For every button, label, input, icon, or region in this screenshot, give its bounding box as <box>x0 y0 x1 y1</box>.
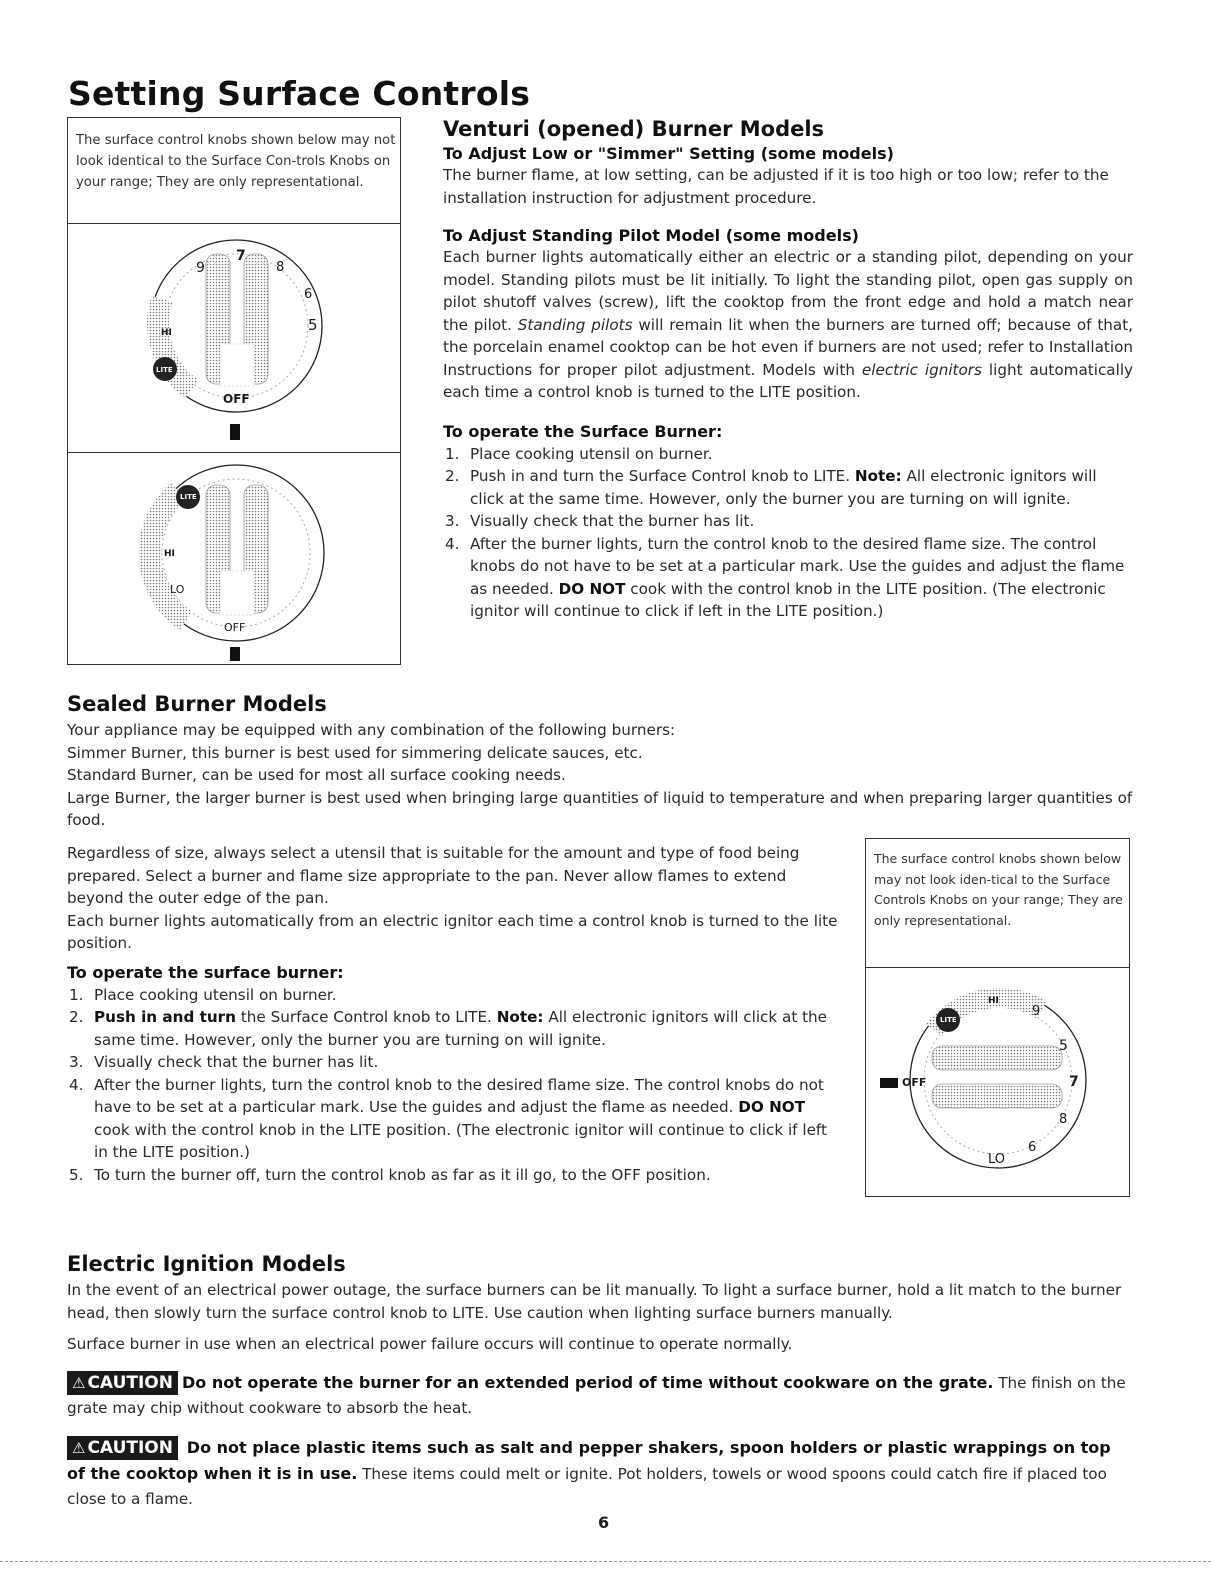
page-title: Setting Surface Controls <box>68 74 531 113</box>
caution-badge-1 <box>67 1371 178 1395</box>
venturi-heading: Venturi (opened) Burner Models <box>443 117 825 141</box>
bottom-divider <box>0 1561 1211 1562</box>
knob3-mark-7: 7 <box>1069 1074 1079 1090</box>
electric-paragraph-2: Surface burner in use when an electrical power failure occurs will continue to operate normally. <box>67 1335 793 1353</box>
warning-triangle-icon: ⚠ <box>72 1373 86 1392</box>
knob3-mark-lo: LO <box>988 1152 1006 1167</box>
caution-2 <box>67 1435 1133 1512</box>
step-note-label: Note: <box>854 467 902 485</box>
pilot-text-part-3: light automatically each time a control knob is turned to the LITE position. <box>443 360 1134 401</box>
sealed-size-paragraph: Regardless of size, always select a utensil that is suitable for the amount and type of food being prepared. Select a burner and flame size appropriate to the pan. Never allow flames to extend beyond the outer edge of the pan. <box>67 844 800 907</box>
step-text: After the burner lights, turn the control knob to the desired flame size. The control knobs do not have to be set at a particular mark. Use the guides and adjust the flame as needed. <box>470 534 1125 598</box>
knob-figure-1 <box>67 223 401 453</box>
caution-1-bold: Do not operate the burner for an extended period of time without cookware on the grate. <box>181 1372 994 1392</box>
step-warning-label: DO NOT <box>738 1098 806 1116</box>
step-number: 1. <box>69 985 84 1004</box>
electric-heading: Electric Ignition Models <box>67 1252 346 1276</box>
step-text: Visually check that the burner has lit. <box>94 1053 379 1071</box>
simmer-text: The burner flame, at low setting, can be adjusted if it is too high or too low; refer to the installation instruction for adjustment procedure. <box>443 166 1109 207</box>
step-number: 2. <box>69 1008 84 1026</box>
pilot-italic-1: Standing pilots <box>517 315 633 334</box>
knob1-mark-hi: HI <box>161 328 172 338</box>
step-number: 5. <box>69 1165 84 1184</box>
electric-section <box>67 1252 1133 1512</box>
knob-figure-2 <box>67 452 401 665</box>
knob2-mark-lo: LO <box>170 583 185 596</box>
knob1-mark-8: 8 <box>276 260 285 275</box>
note-text: The surface control knobs shown below may not look identical to the Surface Con-trols Knobs on your range; They are only representational. <box>76 133 396 190</box>
knob3-off-label: OFF <box>902 1076 927 1089</box>
step-text: Place cooking utensil on burner. <box>94 985 337 1004</box>
knob3-mark-hi: HI <box>988 996 999 1006</box>
list-item <box>443 533 1133 623</box>
caution-1 <box>67 1370 1133 1421</box>
knob1-mark-6: 6 <box>304 287 313 302</box>
knob1-mark-5: 5 <box>308 316 318 334</box>
knob1-mark-9: 9 <box>196 260 205 276</box>
list-item <box>443 465 1133 510</box>
knob3-mark-6: 6 <box>1028 1140 1037 1155</box>
step-lead: Push in and turn <box>94 1008 236 1026</box>
pilot-text-part-2: will remain lit when the burners are turned off; because of that, the porcelain enamel cooktop can be hot even if burners are not used; refer to Installation Instructions for proper pilot adjustment. Models with <box>443 315 1133 379</box>
step-warning-label: DO NOT <box>558 579 626 598</box>
step-number: 4. <box>445 534 460 553</box>
sealed-line-4: Large Burner, the larger burner is best used when bringing large quantities of liquid to temperature and when preparing larger quantities of food. <box>67 788 1133 829</box>
venturi-steps <box>443 443 1133 623</box>
control-knob-image-1 <box>68 224 400 452</box>
caution-badge-2 <box>67 1436 178 1460</box>
pilot-heading: To Adjust Standing Pilot Model (some models) <box>443 226 859 245</box>
step-text-post: cook with the control knob in the LITE position. (The electronic ignitor will continue to click if left in the LITE position.) <box>94 1120 827 1161</box>
sealed-ignitor-paragraph: Each burner lights automatically from an electric ignitor each time a control knob is turned to the lite position. <box>67 911 838 952</box>
sealed-section <box>67 692 1133 832</box>
knob2-mark-lite: LITE <box>180 493 197 501</box>
page-number: 6 <box>598 1513 610 1532</box>
knob2-off-label: OFF <box>224 621 246 634</box>
knob3-mark-9: 9 <box>1032 1004 1041 1019</box>
step-text: the Surface Control knob to LITE. <box>240 1008 492 1026</box>
warning-triangle-icon: ⚠ <box>72 1438 86 1457</box>
step-text: Place cooking utensil on burner. <box>470 444 713 463</box>
list-item <box>67 1074 842 1164</box>
knob3-mark-5: 5 <box>1059 1038 1068 1054</box>
sealed-note-text: The surface control knobs shown below may not look iden-tical to the Surface Controls Knobs on your range; They are only representational. <box>874 851 1123 928</box>
electric-paragraph-1: In the event of an electrical power outage, the surface burners can be lit manually. To light a surface burner, hold a lit match to the burner head, then slowly turn the surface control knob to LITE. Use caution when lighting surface burners manually. <box>67 1281 1122 1322</box>
knob2-mark-hi: HI <box>164 549 175 559</box>
list-item <box>67 984 842 1007</box>
caution-1-text: The finish on the grate may chip without cookware to absorb the heat. <box>67 1373 1126 1417</box>
list-item <box>443 510 1133 533</box>
pilot-text-part-1: Each burner lights automatically either an electric or a standing pilot, depending on your model. Standing pilots must be lit initially. To light the standing pilot, open gas supply on pilot shutoff valves (screw), lift the cooktop from the front edge and hold a match near the pilot. <box>443 248 1133 334</box>
pilot-italic-2: electric ignitors <box>861 360 982 379</box>
knob-figure-3 <box>865 967 1130 1197</box>
sealed-line-1: Your appliance may be equipped with any combination of the following burners: <box>67 721 676 739</box>
sealed-steps <box>67 984 842 1187</box>
caution-label: CAUTION <box>87 1372 173 1393</box>
step-number: 2. <box>445 467 460 485</box>
sealed-line-3: Standard Burner, can be used for most all surface cooking needs. <box>67 766 566 784</box>
step-number: 4. <box>69 1075 84 1094</box>
caution-label: CAUTION <box>87 1437 173 1458</box>
step-text: Push in and turn the Surface Control knob to LITE. <box>470 467 851 485</box>
step-text: Visually check that the burner has lit. <box>470 512 755 530</box>
sealed-heading: Sealed Burner Models <box>67 692 327 716</box>
list-item <box>443 443 1133 466</box>
sealed-line-2: Simmer Burner, this burner is best used for simmering delicate sauces, etc. <box>67 743 643 762</box>
knob1-mark-7: 7 <box>236 248 246 264</box>
caution-2-text: These items could melt or ignite. Pot holders, towels or wood spoons could catch fire if placed too close to a flame. <box>67 1464 1107 1508</box>
step-note-label: Note: <box>496 1008 544 1026</box>
venturi-section <box>443 117 1133 623</box>
list-item <box>67 1164 842 1187</box>
knob3-mark-8: 8 <box>1059 1112 1068 1127</box>
step-text-post: All electronic ignitors will click at the same time. However, only the burner you are turning on will ignite. <box>94 1008 828 1049</box>
note-box <box>67 117 401 225</box>
step-text: To turn the burner off, turn the control knob as far as it ill go, to the OFF position. <box>94 1165 711 1184</box>
step-number: 3. <box>445 512 460 530</box>
sealed-left-column <box>67 842 842 1186</box>
knob3-mark-lite: LITE <box>940 1016 957 1024</box>
step-number: 3. <box>69 1053 84 1071</box>
caution-2-bold: Do not place plastic items such as salt and pepper shakers, spoon holders or plastic wrappings on top of the cooktop when it is in use. <box>67 1437 1111 1483</box>
list-item <box>67 1006 842 1051</box>
step-text-post: cook with the control knob in the LITE position. (The electronic ignitor will continue to click if left in the LITE position.) <box>470 579 1106 620</box>
simmer-heading: To Adjust Low or "Simmer" Setting (some models) <box>443 144 894 163</box>
knob1-off-label: OFF <box>223 392 250 406</box>
sealed-operate-heading: To operate the surface burner: <box>67 962 344 982</box>
step-text: After the burner lights, turn the control knob to the desired flame size. The control knobs do not have to be set at a particular mark. Use the guides and adjust the flame as needed. <box>94 1075 824 1116</box>
venturi-operate-heading: To operate the Surface Burner: <box>443 421 723 441</box>
list-item <box>67 1051 842 1074</box>
sealed-note-box <box>865 838 1130 968</box>
pilot-text <box>443 246 1133 404</box>
step-number: 1. <box>445 444 460 463</box>
step-text-post: All electronic ignitors will click at the same time. However, only the burner you are turning on will ignite. <box>470 467 1097 508</box>
knob1-mark-lite: LITE <box>156 366 173 374</box>
